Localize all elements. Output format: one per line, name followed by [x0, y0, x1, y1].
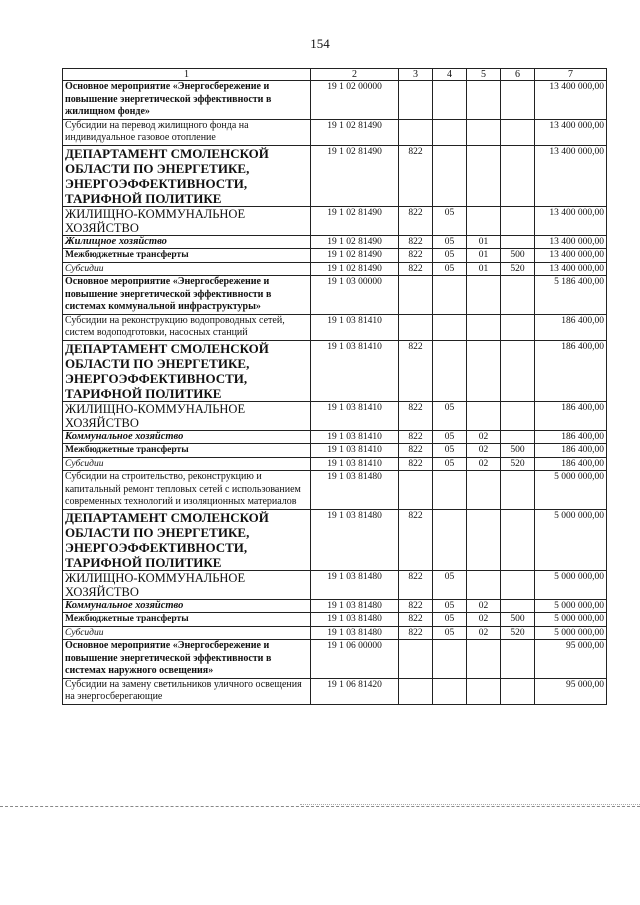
- header-cell: 2: [311, 69, 399, 81]
- table-row: [63, 444, 607, 458]
- name-cell: Основное мероприятие «Энергосбережение и повышение энергетической эффективности в жилищном фонде»: [63, 81, 311, 120]
- name-cell: Субсидии: [63, 262, 311, 276]
- section-cell: [433, 276, 467, 315]
- page-divider: [0, 806, 640, 807]
- grbs-cell: 822: [399, 430, 433, 444]
- subsection-cell: [467, 206, 501, 235]
- vr-cell: [501, 206, 535, 235]
- vr-cell: [501, 678, 535, 704]
- vr-cell: 500: [501, 444, 535, 458]
- grbs-cell: 822: [399, 457, 433, 471]
- section-cell: [433, 640, 467, 679]
- amount-cell: 13 400 000,00: [535, 81, 607, 120]
- grbs-cell: [399, 471, 433, 510]
- grbs-cell: 822: [399, 145, 433, 206]
- subsection-cell: 01: [467, 249, 501, 263]
- grbs-cell: 822: [399, 206, 433, 235]
- grbs-cell: 822: [399, 626, 433, 640]
- amount-cell: 13 400 000,00: [535, 262, 607, 276]
- name-cell: Межбюджетные трансферты: [63, 444, 311, 458]
- csr-cell: 19 1 02 81490: [311, 262, 399, 276]
- grbs-cell: [399, 678, 433, 704]
- vr-cell: [501, 570, 535, 599]
- table-row: [63, 509, 607, 570]
- csr-cell: 19 1 03 81410: [311, 444, 399, 458]
- subsection-cell: [467, 471, 501, 510]
- name-cell: Коммунальное хозяйство: [63, 599, 311, 613]
- section-cell: 05: [433, 570, 467, 599]
- name-cell: ЖИЛИЩНО-КОММУНАЛЬНОЕ ХОЗЯЙСТВО: [63, 206, 311, 235]
- amount-cell: 5 186 400,00: [535, 276, 607, 315]
- csr-cell: 19 1 02 00000: [311, 81, 399, 120]
- name-cell: ЖИЛИЩНО-КОММУНАЛЬНОЕ ХОЗЯЙСТВО: [63, 401, 311, 430]
- header-cell: 4: [433, 69, 467, 81]
- grbs-cell: [399, 81, 433, 120]
- name-cell: Субсидии: [63, 626, 311, 640]
- csr-cell: 19 1 03 81410: [311, 314, 399, 340]
- section-cell: [433, 509, 467, 570]
- section-cell: 05: [433, 249, 467, 263]
- name-cell: Жилищное хозяйство: [63, 235, 311, 249]
- amount-cell: 186 400,00: [535, 430, 607, 444]
- table-row: [63, 570, 607, 599]
- amount-cell: 5 000 000,00: [535, 599, 607, 613]
- section-cell: 05: [433, 613, 467, 627]
- subsection-cell: [467, 145, 501, 206]
- grbs-cell: 822: [399, 401, 433, 430]
- section-cell: 05: [433, 206, 467, 235]
- subsection-cell: [467, 570, 501, 599]
- grbs-cell: 822: [399, 599, 433, 613]
- csr-cell: 19 1 03 81410: [311, 457, 399, 471]
- csr-cell: 19 1 03 81480: [311, 613, 399, 627]
- table-row: [63, 401, 607, 430]
- csr-cell: 19 1 02 81490: [311, 206, 399, 235]
- csr-cell: 19 1 06 00000: [311, 640, 399, 679]
- subsection-cell: 02: [467, 613, 501, 627]
- amount-cell: 5 000 000,00: [535, 471, 607, 510]
- name-cell: Межбюджетные трансферты: [63, 613, 311, 627]
- subsection-cell: [467, 340, 501, 401]
- budget-table: [62, 68, 607, 705]
- name-cell: ЖИЛИЩНО-КОММУНАЛЬНОЕ ХОЗЯЙСТВО: [63, 570, 311, 599]
- section-cell: 05: [433, 626, 467, 640]
- table-row: [63, 430, 607, 444]
- vr-cell: [501, 145, 535, 206]
- amount-cell: 186 400,00: [535, 340, 607, 401]
- vr-cell: 500: [501, 249, 535, 263]
- subsection-cell: 01: [467, 235, 501, 249]
- amount-cell: 186 400,00: [535, 457, 607, 471]
- vr-cell: [501, 509, 535, 570]
- vr-cell: [501, 235, 535, 249]
- vr-cell: [501, 599, 535, 613]
- amount-cell: 186 400,00: [535, 314, 607, 340]
- grbs-cell: 822: [399, 613, 433, 627]
- vr-cell: [501, 471, 535, 510]
- name-cell: Субсидии на строительство, реконструкцию и капитальный ремонт тепловых сетей с использованием современных технологий и изоляционных материалов: [63, 471, 311, 510]
- vr-cell: [501, 119, 535, 145]
- grbs-cell: 822: [399, 570, 433, 599]
- subsection-cell: 02: [467, 430, 501, 444]
- name-cell: ДЕПАРТАМЕНТ СМОЛЕНСКОЙ ОБЛАСТИ ПО ЭНЕРГЕТИКЕ, ЭНЕРГОЭФФЕКТИВНОСТИ, ТАРИФНОЙ ПОЛИТИКЕ: [63, 509, 311, 570]
- section-cell: 05: [433, 430, 467, 444]
- grbs-cell: 822: [399, 340, 433, 401]
- amount-cell: 95 000,00: [535, 640, 607, 679]
- subsection-cell: [467, 314, 501, 340]
- amount-cell: 13 400 000,00: [535, 249, 607, 263]
- vr-cell: 520: [501, 457, 535, 471]
- name-cell: Основное мероприятие «Энергосбережение и повышение энергетической эффективности в системах наружного освещения»: [63, 640, 311, 679]
- table-row: [63, 471, 607, 510]
- name-cell: Межбюджетные трансферты: [63, 249, 311, 263]
- csr-cell: 19 1 03 81480: [311, 570, 399, 599]
- section-cell: 05: [433, 235, 467, 249]
- subsection-cell: [467, 276, 501, 315]
- table-row: [63, 119, 607, 145]
- amount-cell: 95 000,00: [535, 678, 607, 704]
- table-row: [63, 678, 607, 704]
- csr-cell: 19 1 02 81490: [311, 145, 399, 206]
- subsection-cell: [467, 119, 501, 145]
- grbs-cell: [399, 276, 433, 315]
- amount-cell: 186 400,00: [535, 401, 607, 430]
- vr-cell: [501, 340, 535, 401]
- csr-cell: 19 1 03 81480: [311, 599, 399, 613]
- table-row: [63, 206, 607, 235]
- vr-cell: [501, 81, 535, 120]
- amount-cell: 13 400 000,00: [535, 145, 607, 206]
- section-cell: 05: [433, 401, 467, 430]
- name-cell: Субсидии: [63, 457, 311, 471]
- table-row: [63, 314, 607, 340]
- section-cell: 05: [433, 262, 467, 276]
- grbs-cell: 822: [399, 444, 433, 458]
- vr-cell: [501, 430, 535, 444]
- section-cell: [433, 471, 467, 510]
- table-row: [63, 613, 607, 627]
- header-cell: 5: [467, 69, 501, 81]
- amount-cell: 13 400 000,00: [535, 206, 607, 235]
- name-cell: Коммунальное хозяйство: [63, 430, 311, 444]
- section-cell: [433, 678, 467, 704]
- csr-cell: 19 1 02 81490: [311, 235, 399, 249]
- vr-cell: 520: [501, 626, 535, 640]
- subsection-cell: [467, 401, 501, 430]
- vr-cell: 520: [501, 262, 535, 276]
- amount-cell: 5 000 000,00: [535, 509, 607, 570]
- table-row: [63, 276, 607, 315]
- subsection-cell: 02: [467, 599, 501, 613]
- table-row: [63, 249, 607, 263]
- csr-cell: 19 1 02 81490: [311, 119, 399, 145]
- name-cell: Субсидии на перевод жилищного фонда на индивидуальное газовое отопление: [63, 119, 311, 145]
- section-cell: [433, 81, 467, 120]
- table-row: [63, 262, 607, 276]
- section-cell: 05: [433, 444, 467, 458]
- csr-cell: 19 1 03 81480: [311, 509, 399, 570]
- grbs-cell: 822: [399, 509, 433, 570]
- section-cell: 05: [433, 457, 467, 471]
- subsection-cell: [467, 81, 501, 120]
- subsection-cell: [467, 678, 501, 704]
- subsection-cell: 02: [467, 626, 501, 640]
- vr-cell: 500: [501, 613, 535, 627]
- grbs-cell: [399, 119, 433, 145]
- vr-cell: [501, 276, 535, 315]
- amount-cell: 5 000 000,00: [535, 626, 607, 640]
- csr-cell: 19 1 03 81410: [311, 401, 399, 430]
- table-row: [63, 145, 607, 206]
- grbs-cell: 822: [399, 249, 433, 263]
- csr-cell: 19 1 03 00000: [311, 276, 399, 315]
- vr-cell: [501, 401, 535, 430]
- header-row: [63, 69, 607, 81]
- table-row: [63, 599, 607, 613]
- header-cell: 3: [399, 69, 433, 81]
- section-cell: [433, 119, 467, 145]
- table-row: [63, 457, 607, 471]
- header-cell: 1: [63, 69, 311, 81]
- name-cell: Основное мероприятие «Энергосбережение и повышение энергетической эффективности в системах коммунальной инфраструктуры»: [63, 276, 311, 315]
- csr-cell: 19 1 03 81480: [311, 471, 399, 510]
- subsection-cell: 02: [467, 457, 501, 471]
- header-cell: 7: [535, 69, 607, 81]
- csr-cell: 19 1 03 81480: [311, 626, 399, 640]
- csr-cell: 19 1 02 81490: [311, 249, 399, 263]
- table-row: [63, 340, 607, 401]
- header-cell: 6: [501, 69, 535, 81]
- subsection-cell: [467, 509, 501, 570]
- name-cell: Субсидии на замену светильников уличного освещения на энергосберегающие: [63, 678, 311, 704]
- section-cell: 05: [433, 599, 467, 613]
- csr-cell: 19 1 03 81410: [311, 430, 399, 444]
- table-row: [63, 235, 607, 249]
- grbs-cell: [399, 314, 433, 340]
- page-number: 154: [310, 36, 330, 51]
- section-cell: [433, 340, 467, 401]
- grbs-cell: 822: [399, 235, 433, 249]
- table-row: [63, 640, 607, 679]
- table-row: [63, 626, 607, 640]
- page-divider-dotted: [300, 804, 640, 805]
- amount-cell: 5 000 000,00: [535, 613, 607, 627]
- section-cell: [433, 145, 467, 206]
- csr-cell: 19 1 06 81420: [311, 678, 399, 704]
- table-row: [63, 81, 607, 120]
- grbs-cell: 822: [399, 262, 433, 276]
- name-cell: ДЕПАРТАМЕНТ СМОЛЕНСКОЙ ОБЛАСТИ ПО ЭНЕРГЕТИКЕ, ЭНЕРГОЭФФЕКТИВНОСТИ, ТАРИФНОЙ ПОЛИТИКЕ: [63, 340, 311, 401]
- amount-cell: 13 400 000,00: [535, 235, 607, 249]
- vr-cell: [501, 314, 535, 340]
- name-cell: ДЕПАРТАМЕНТ СМОЛЕНСКОЙ ОБЛАСТИ ПО ЭНЕРГЕТИКЕ, ЭНЕРГОЭФФЕКТИВНОСТИ, ТАРИФНОЙ ПОЛИТИКЕ: [63, 145, 311, 206]
- subsection-cell: [467, 640, 501, 679]
- csr-cell: 19 1 03 81410: [311, 340, 399, 401]
- amount-cell: 186 400,00: [535, 444, 607, 458]
- subsection-cell: 02: [467, 444, 501, 458]
- amount-cell: 5 000 000,00: [535, 570, 607, 599]
- section-cell: [433, 314, 467, 340]
- amount-cell: 13 400 000,00: [535, 119, 607, 145]
- vr-cell: [501, 640, 535, 679]
- grbs-cell: [399, 640, 433, 679]
- subsection-cell: 01: [467, 262, 501, 276]
- name-cell: Субсидии на реконструкцию водопроводных сетей, систем водоподготовки, насосных станций: [63, 314, 311, 340]
